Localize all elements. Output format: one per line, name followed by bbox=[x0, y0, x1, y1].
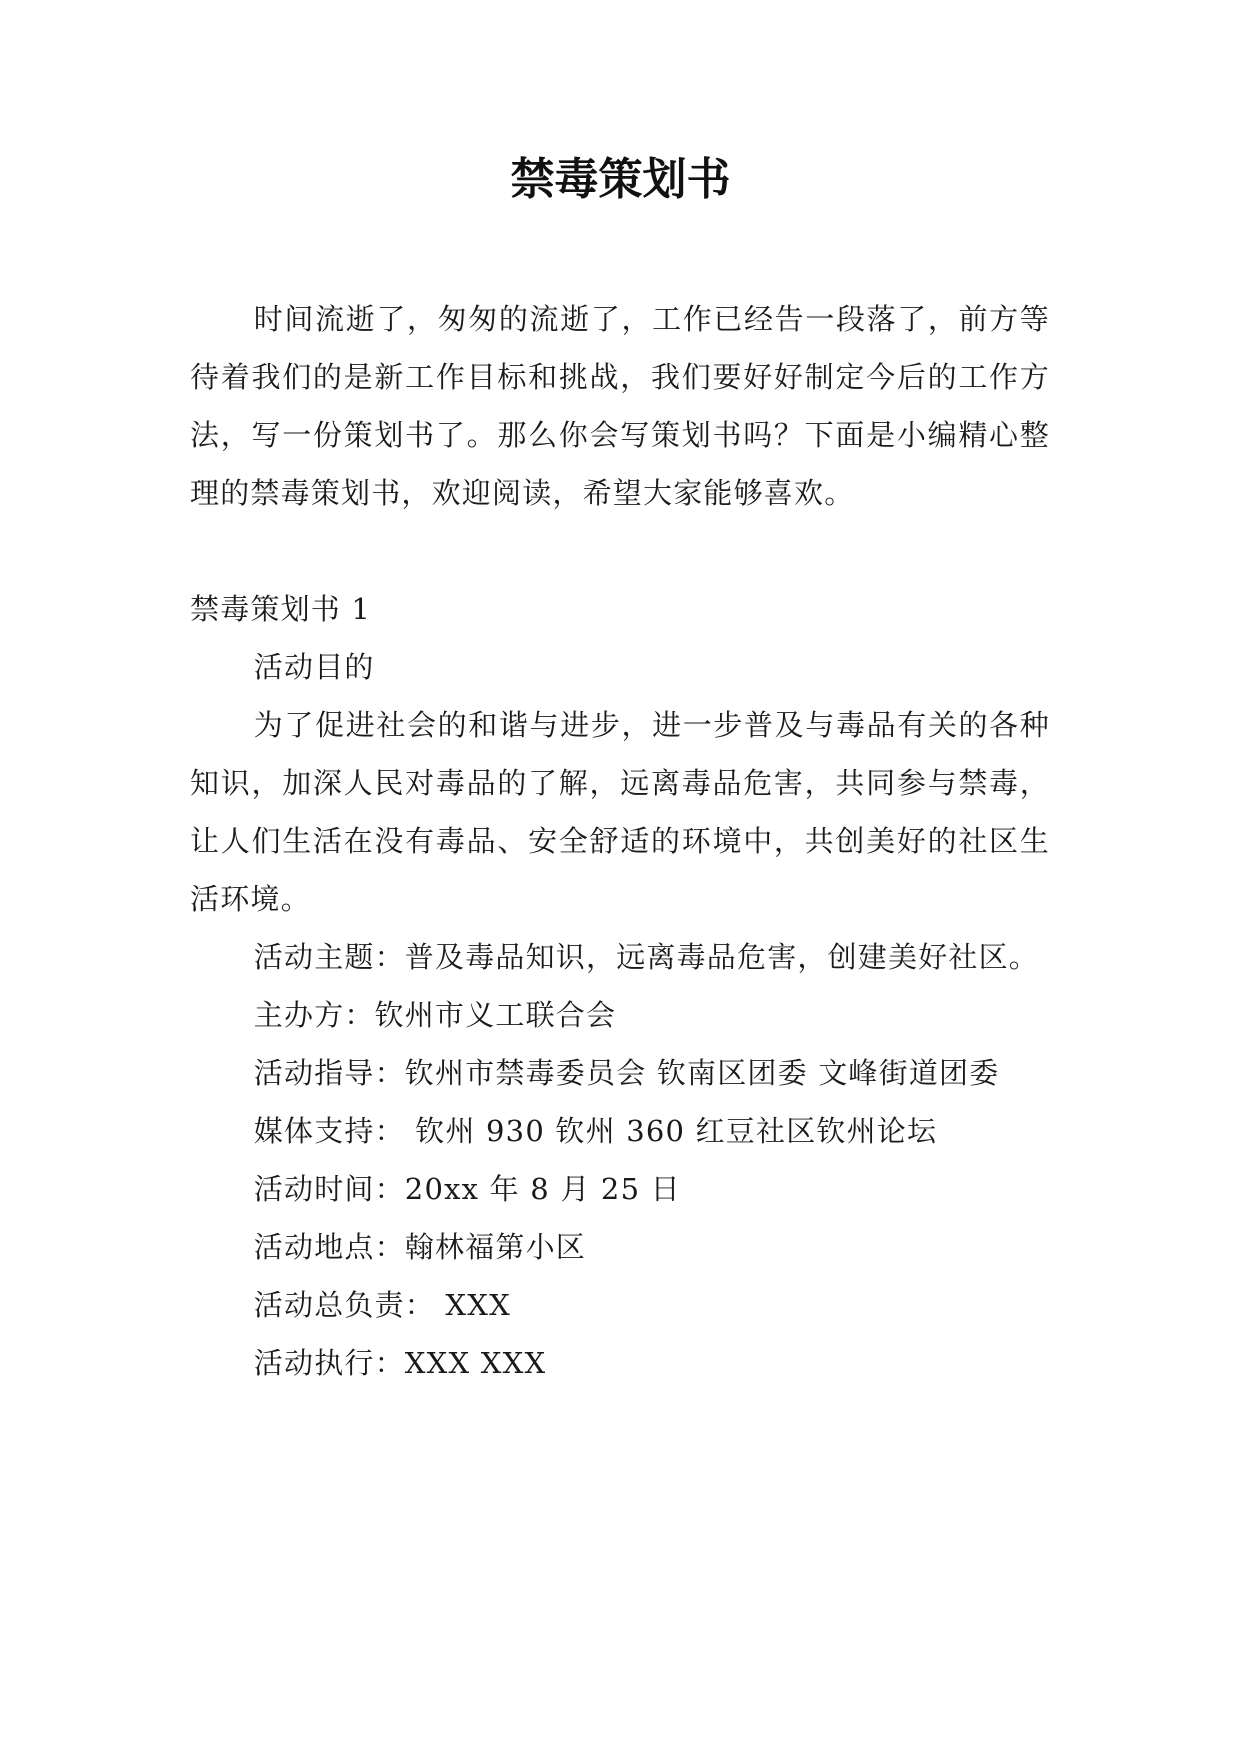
paragraph-media: 媒体支持： 钦州 930 钦州 360 红豆社区钦州论坛 bbox=[253, 1114, 938, 1148]
paragraph-time: 活动时间：20xx 年 8 月 25 日 bbox=[253, 1172, 681, 1206]
paragraph-purpose: 为了促进社会的和谐与进步，进一步普及与毒品有关的各种知识，加深人民对毒品的了解，远离毒品危害，共同参与禁毒，让人们生活在没有毒品、安全舒适的环境中，共创美好的社区生活环境。 bbox=[190, 708, 1050, 916]
paragraph-theme: 活动主题：普及毒品知识，远离毒品危害，创建美好社区。 bbox=[253, 940, 1039, 974]
paragraph-guidance: 活动指导：钦州市禁毒委员会 钦南区团委 文峰街道团委 bbox=[253, 1056, 1000, 1090]
intro-paragraph: 时间流逝了，匆匆的流逝了，工作已经告一段落了，前方等待着我们的是新工作目标和挑战，我们要好好制定今后的工作方法，写一份策划书了。那么你会写策划书吗？下面是小编精心整理的禁毒策划书，欢迎阅读，希望大家能够喜欢。 bbox=[190, 302, 1050, 510]
paragraph-executors: 活动执行：XXX XXX bbox=[253, 1346, 547, 1380]
document-body bbox=[190, 290, 1050, 1392]
section-title: 禁毒策划书 1 bbox=[190, 592, 372, 626]
paragraph-location: 活动地点：翰林福第小区 bbox=[253, 1230, 586, 1264]
paragraph-organizer: 主办方：钦州市义工联合会 bbox=[253, 998, 617, 1032]
paragraph-lead: 活动总负责： XXX bbox=[253, 1288, 511, 1322]
document-title: 禁毒策划书 bbox=[510, 154, 731, 205]
paragraph-purpose-heading: 活动目的 bbox=[253, 650, 375, 684]
